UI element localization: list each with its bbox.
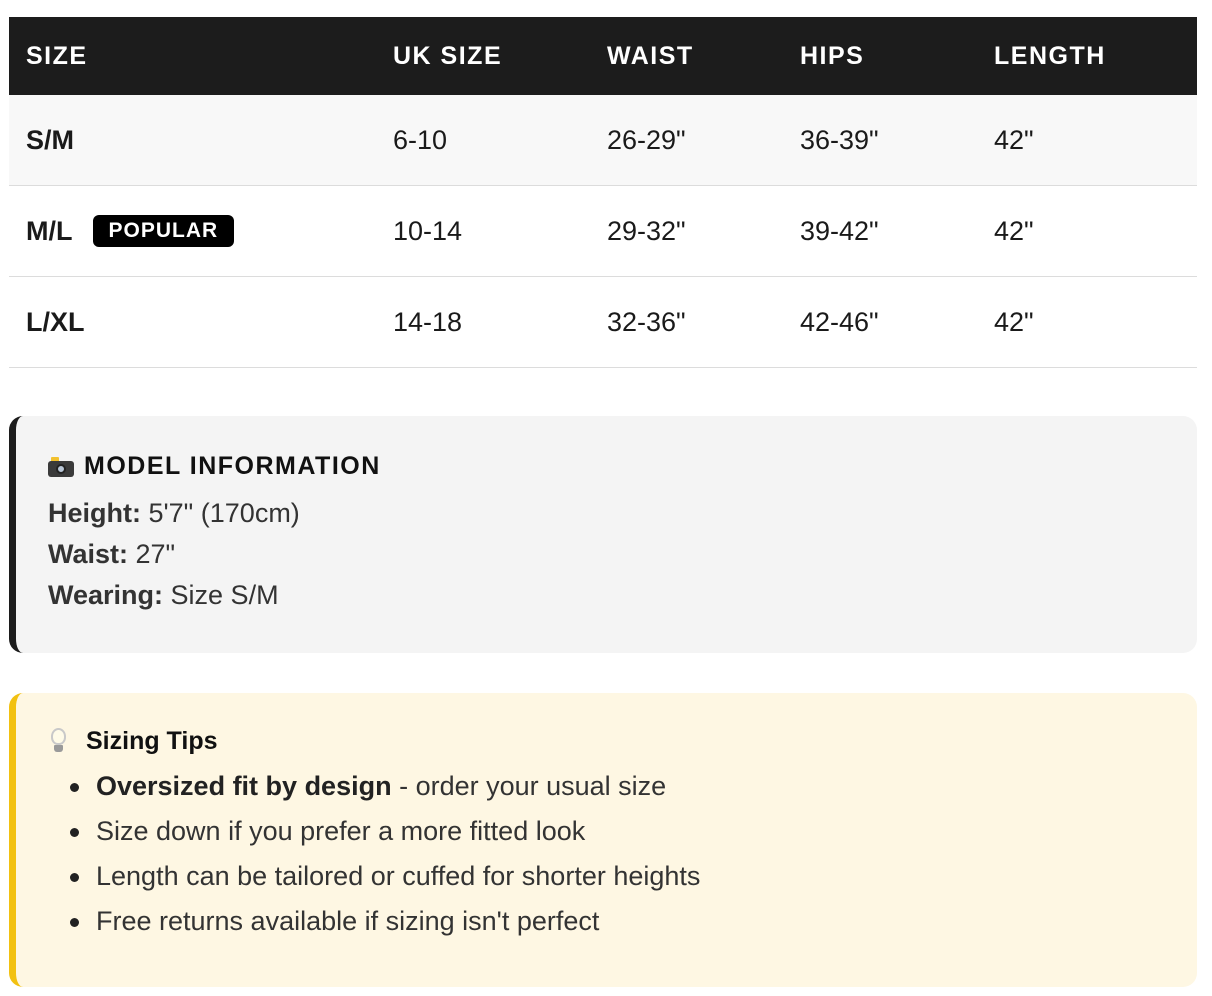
column-header-hips: HIPS [800,41,865,70]
model-height-value: 5'7" (170cm) [148,498,300,528]
table-row [9,186,1197,277]
list-item: Size down if you prefer a more fitted look [96,809,1197,854]
table-header-row [9,17,1197,95]
size-cell: L/XL [9,277,376,368]
list-item [96,764,1197,809]
tip-text: - order your usual size [391,771,667,801]
waist-cell: 26-29" [590,95,783,186]
popular-badge: POPULAR [93,215,235,247]
model-information-title [48,452,1197,481]
model-waist-label: Waist: [48,539,128,569]
column-header-uk-size: UK SIZE [393,41,503,70]
hips-cell: 36-39" [783,95,977,186]
column-header-length: LENGTH [994,41,1106,70]
waist-cell: 32-36" [590,277,783,368]
list-item: Free returns available if sizing isn't perfect [96,899,1197,944]
model-information-panel [9,416,1197,653]
light-bulb-icon [48,728,70,756]
model-waist [48,534,1197,575]
model-title-text: MODEL INFORMATION [84,452,381,480]
sizing-tips-title-text: Sizing Tips [86,727,218,755]
model-height [48,493,1197,534]
hips-cell: 39-42" [783,186,977,277]
model-wearing [48,575,1197,616]
uk-size-cell: 14-18 [376,277,590,368]
uk-size-cell: 6-10 [376,95,590,186]
model-wearing-label: Wearing: [48,580,164,610]
size-chart-table [9,17,1197,368]
list-item: Length can be tailored or cuffed for shorter heights [96,854,1197,899]
waist-cell: 29-32" [590,186,783,277]
model-wearing-value: Size S/M [170,580,279,610]
size-guide [9,17,1197,936]
size-cell [9,186,376,277]
tip-emphasis: Oversized fit by design [96,771,392,801]
hips-cell: 42-46" [783,277,977,368]
model-height-label: Height: [48,498,141,528]
size-cell: S/M [9,95,376,186]
column-header-size: SIZE [26,41,88,70]
column-header-waist: WAIST [607,41,694,70]
camera-with-flash-icon [48,457,74,477]
uk-size-cell: 10-14 [376,186,590,277]
model-waist-value: 27" [135,539,176,569]
sizing-tips-title [48,727,1197,756]
sizing-tips-list [48,764,1197,944]
length-cell: 42" [977,277,1197,368]
length-cell: 42" [977,186,1197,277]
sizing-tips-panel [9,693,1197,987]
table-row [9,95,1197,186]
table-row [9,277,1197,368]
length-cell: 42" [977,95,1197,186]
size-label: M/L [26,216,73,246]
